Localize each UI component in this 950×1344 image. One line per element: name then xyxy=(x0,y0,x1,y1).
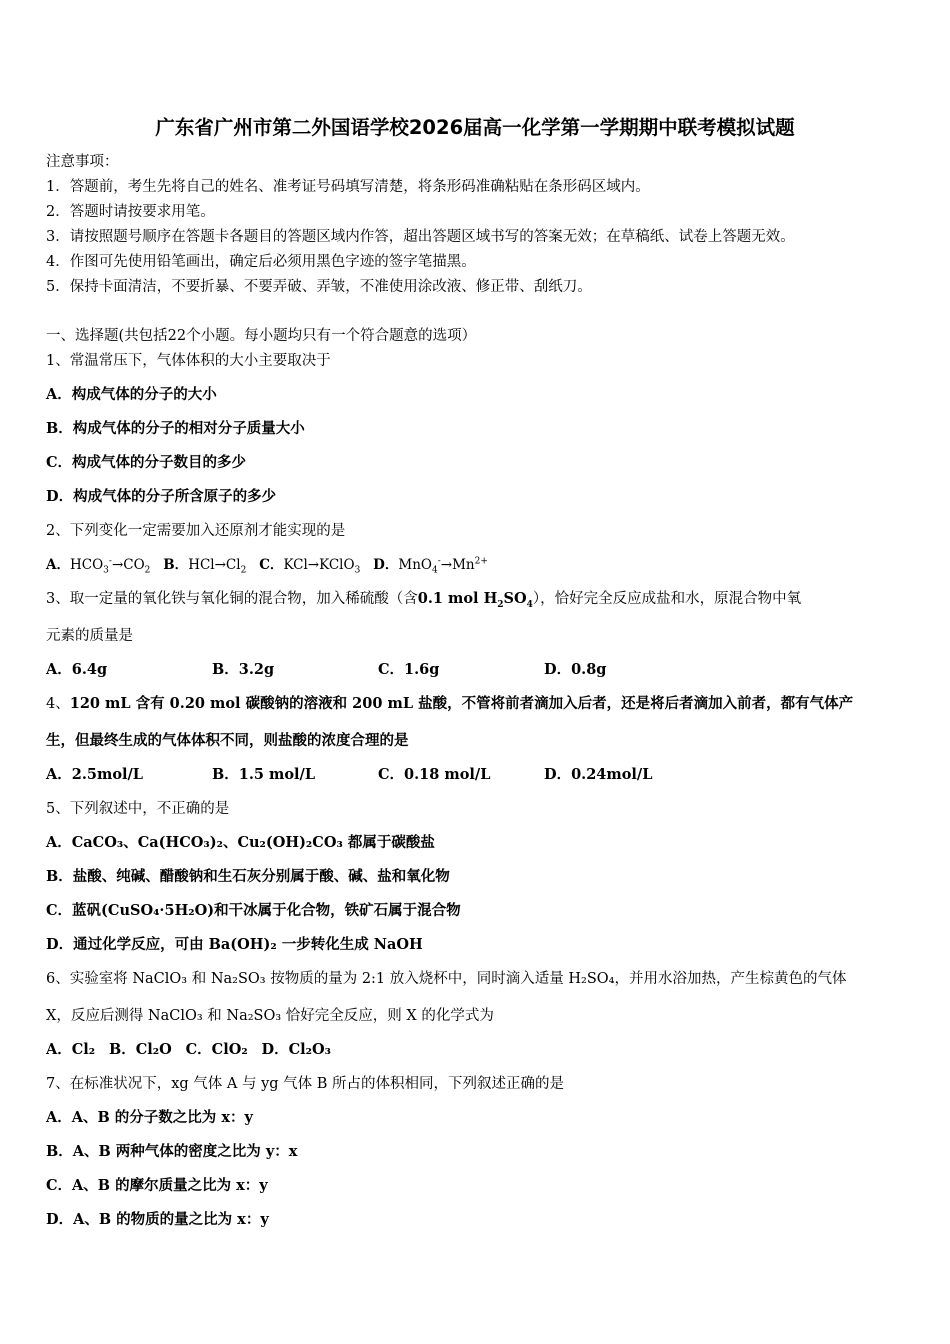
q4-options xyxy=(46,765,652,785)
q2-options xyxy=(46,555,488,575)
notice-item-4: 4．作图可先使用铅笔画出，确定后必须用黑色字迹的签字笔描黑。 xyxy=(46,254,476,270)
notice-item-1: 1．答题前，考生先将自己的姓名、准考证号码填写清楚，将条形码准确粘贴在条形码区域内。 xyxy=(46,179,650,195)
page-title: 广东省广州市第二外国语学校2026届高一化学第一学期期中联考模拟试题 xyxy=(155,116,795,139)
q6-option-b: B．Cl₂O xyxy=(108,1041,172,1058)
section-heading: 一、选择题(共包括22个小题。每小题均只有一个符合题意的选项） xyxy=(46,328,477,344)
q2-option-d: $MnO_4^-\to Mn^{2+}$ xyxy=(398,556,488,576)
q7-option-a: A．A、B 的分子数之比为 x：y xyxy=(46,1109,253,1126)
notice-item-5: 5．保持卡面清洁，不要折暴、不要弄破、弄皱，不准使用涂改液、修正带、刮纸刀。 xyxy=(46,279,592,295)
q4-stem-cont: 生，但最终生成的气体体积不同，则盐酸的浓度合理的是 xyxy=(46,732,409,749)
q5-option-d: D．通过化学反应，可由 Ba(OH)₂ 一步转化生成 NaOH xyxy=(46,936,423,953)
q7-option-b: B．A、B 两种气体的密度之比为 y：x xyxy=(46,1143,298,1160)
notice-item-3: 3．请按照题号顺序在答题卡各题目的答题区域内作答，超出答题区域书写的答案无效；在草稿纸、试卷上答题无效。 xyxy=(46,229,795,245)
q6-stem-cont: X，反应后测得 NaClO₃ 和 Na₂SO₃ 恰好完全反应，则 X 的化学式为 xyxy=(46,1008,494,1024)
q7-stem: 7、在标准状况下，xg 气体 A 与 yg 气体 B 所占的体积相同，下列叙述正确的是 xyxy=(46,1076,565,1092)
q6-option-c: C．ClO₂ xyxy=(185,1041,248,1058)
q5-stem: 5、下列叙述中，不正确的是 xyxy=(46,801,230,817)
notice-item-2: 2．答题时请按要求用笔。 xyxy=(46,204,215,220)
q3-stem: 3、取一定量的氧化铁与氧化铜的混合物，加入稀硫酸（含0.1 mol $H_2SO_4$），恰好完全反应成盐和水，原混合物中氧 xyxy=(46,590,802,610)
notice-heading: 注意事项： xyxy=(46,154,119,170)
q4-option-c: C．0.18 mol/L xyxy=(378,766,491,783)
q3-option-a: A．6.4g xyxy=(46,661,108,678)
q5-option-c: C．蓝矾(CuSO₄·5H₂O)和干冰属于化合物，铁矿石属于混合物 xyxy=(46,902,461,919)
q1-option-b: B．构成气体的分子的相对分子质量大小 xyxy=(46,420,305,437)
q6-stem: 6、实验室将 NaClO₃ 和 Na₂SO₃ 按物质的量为 2:1 放入烧杯中，同时滴入适量 H₂SO₄，并用水浴加热，产生棕黄色的气体 xyxy=(46,971,847,987)
q2-option-a-label: A． xyxy=(46,557,70,573)
q2-option-c-label: C． xyxy=(259,557,284,573)
q4-option-b: B．1.5 mol/L xyxy=(212,766,316,783)
q7-option-d: D．A、B 的物质的量之比为 x：y xyxy=(46,1211,269,1228)
q3-options xyxy=(46,660,606,680)
q1-option-d: D．构成气体的分子所含原子的多少 xyxy=(46,488,277,505)
q2-option-b: $HCl\to Cl_2$ xyxy=(188,557,247,576)
q7-option-c: C．A、B 的摩尔质量之比为 x：y xyxy=(46,1177,268,1194)
q2-option-b-label: B． xyxy=(163,557,189,573)
q2-option-a: $HCO_3^-\to CO_2$ xyxy=(69,556,151,576)
q4-option-d: D．0.24mol/L xyxy=(544,766,653,783)
q6-options xyxy=(46,1040,331,1060)
q5-option-a: A．CaCO₃、Ca(HCO₃)₂、Cu₂(OH)₂CO₃ 都属于碳酸盐 xyxy=(46,834,435,851)
q4-option-a: A．2.5mol/L xyxy=(46,766,143,783)
q3-option-d: D．0.8g xyxy=(544,661,607,678)
q2-option-c: KCl→KClO$_3$ xyxy=(283,557,361,576)
q3-option-b: B．3.2g xyxy=(212,661,275,678)
q1-option-a: A．构成气体的分子的大小 xyxy=(46,386,217,403)
q3-stem-cont: 元素的质量是 xyxy=(46,628,133,644)
q2-option-d-label: D． xyxy=(373,557,399,573)
q5-option-b: B．盐酸、纯碱、醋酸钠和生石灰分别属于酸、碱、盐和氧化物 xyxy=(46,868,450,885)
q4-stem: 4、120 mL 含有 0.20 mol 碳酸钠的溶液和 200 mL 盐酸，不管将前者滴加入后者，还是将后者滴加入前者，都有气体产 xyxy=(46,695,854,712)
q6-option-a: A．Cl₂ xyxy=(46,1041,96,1058)
q1-stem: 1、常温常压下，气体体积的大小主要取决于 xyxy=(46,353,331,369)
q3-option-c: C．1.6g xyxy=(378,661,440,678)
q6-option-d: D．Cl₂O₃ xyxy=(261,1041,331,1058)
q2-stem: 2、下列变化一定需要加入还原剂才能实现的是 xyxy=(46,523,346,539)
q1-option-c: C．构成气体的分子数目的多少 xyxy=(46,454,247,471)
